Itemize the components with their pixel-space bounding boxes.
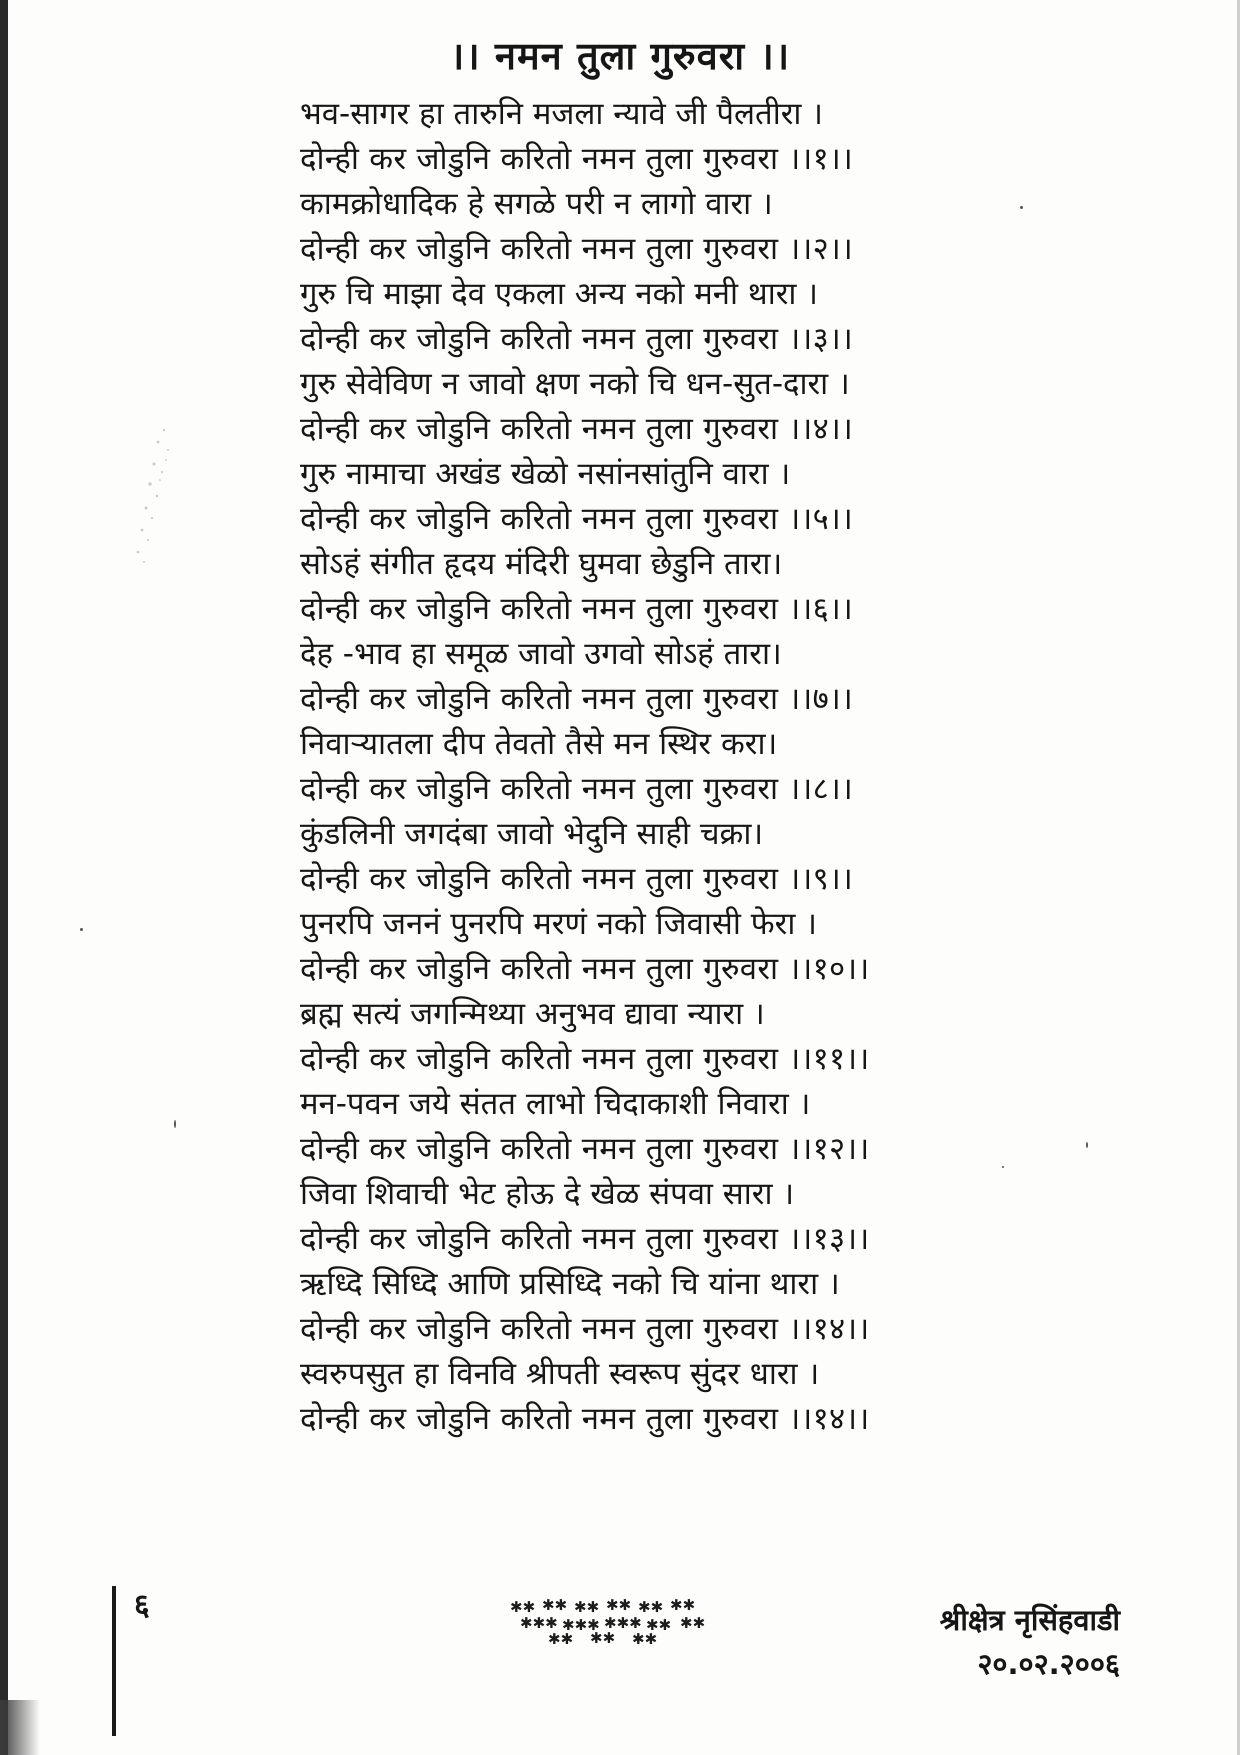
refrain-line: दोन्ही कर जोडुनि करितो नमन तुला गुरुवरा ।।१२।। <box>300 1131 870 1167</box>
refrain-line: दोन्ही कर जोडुनि करितो नमन तुला गुरुवरा ।।३।। <box>300 321 854 357</box>
svg-text:✱✱: ✱✱ <box>646 1616 672 1634</box>
svg-text:✱✱: ✱✱ <box>574 1598 600 1616</box>
paper-speck <box>174 1120 176 1128</box>
paper-speck <box>1086 1142 1088 1148</box>
stanza <box>300 722 1200 812</box>
stanza <box>300 1172 1200 1262</box>
asterisk-cluster-ornament-icon <box>508 1598 718 1646</box>
paper-speck <box>1020 206 1023 209</box>
verse-line: कुंडलिनी जगदंबा जावो भेदुनि साही चक्रा। <box>300 816 764 852</box>
refrain-line: दोन्ही कर जोडुनि करितो नमन तुला गुरुवरा ।।१३।। <box>300 1221 870 1257</box>
refrain-line: दोन्ही कर जोडुनि करितो नमन तुला गुरुवरा ।।११।। <box>300 1041 870 1077</box>
stanza <box>300 1352 1200 1442</box>
svg-text:✱✱: ✱✱ <box>638 1598 664 1616</box>
refrain-line: दोन्ही कर जोडुनि करितो नमन तुला गुरुवरा ।।५।। <box>300 501 854 537</box>
page-number-rule <box>112 1586 116 1736</box>
svg-text:✱✱: ✱✱ <box>670 1598 696 1614</box>
binding-shadow <box>0 0 8 1755</box>
refrain-line: दोन्ही कर जोडुनि करितो नमन तुला गुरुवरा ।।१०।। <box>300 951 870 987</box>
stanza <box>300 452 1200 542</box>
verse-line: सोऽहं संगीत हृदय मंदिरी घुमवा छेडुनि तारा। <box>300 546 783 582</box>
verse-line: ब्रह्म सत्यं जगन्मिथ्या अनुभव द्यावा न्यारा । <box>300 996 765 1032</box>
refrain-line: दोन्ही कर जोडुनि करितो नमन तुला गुरुवरा ।।१४।। <box>300 1311 870 1347</box>
stanza <box>300 632 1200 722</box>
svg-text:✱✱✱: ✱✱✱ <box>604 1614 642 1632</box>
verse-line: ऋध्दि सिध्दि आणि प्रसिध्दि नको चि यांना थारा । <box>300 1266 840 1302</box>
stanza <box>300 902 1200 992</box>
stanza <box>300 542 1200 632</box>
verse-list <box>300 92 1200 1442</box>
binding-shadow-corner <box>0 1700 40 1755</box>
paper-speck <box>80 928 83 931</box>
verse-line: मन-पवन जये संतत लाभो चिदाकाशी निवारा । <box>300 1086 811 1122</box>
verse-line: गुरु नामाचा अखंड खेळो नसांनसांतुनि वारा । <box>300 456 791 492</box>
svg-text:✱✱: ✱✱ <box>542 1598 568 1614</box>
refrain-line: दोन्ही कर जोडुनि करितो नमन तुला गुरुवरा ।।६।। <box>300 591 854 627</box>
refrain-line: दोन्ही कर जोडुनि करितो नमन तुला गुरुवरा ।।७।। <box>300 681 854 717</box>
paper-crease-texture <box>124 420 184 570</box>
signoff-place: श्रीक्षेत्र नृसिंहवाडी <box>939 1603 1120 1637</box>
stanza <box>300 1262 1200 1352</box>
stanza <box>300 1082 1200 1172</box>
refrain-line: दोन्ही कर जोडुनि करितो नमन तुला गुरुवरा ।।९।। <box>300 861 854 897</box>
verse-line: कामक्रोधादिक हे सगळे परी न लागो वारा । <box>300 186 773 222</box>
paper-speck <box>1002 1166 1004 1168</box>
refrain-line: दोन्ही कर जोडुनि करितो नमन तुला गुरुवरा ।।४।। <box>300 411 854 447</box>
refrain-line: दोन्ही कर जोडुनि करितो नमन तुला गुरुवरा ।।२।। <box>300 231 854 267</box>
verse-line: स्वरुपसुत हा विनवि श्रीपती स्वरूप सुंदर धारा । <box>300 1356 820 1392</box>
svg-text:✱✱: ✱✱ <box>510 1598 536 1616</box>
page-title: ।। नमन तुला गुरुवरा ।। <box>449 34 791 79</box>
svg-text:✱✱: ✱✱ <box>590 1629 616 1646</box>
stanza <box>300 182 1200 272</box>
stanza <box>300 362 1200 452</box>
signoff-date: २०.०२.२००६ <box>977 1647 1120 1681</box>
svg-text:✱✱: ✱✱ <box>680 1614 706 1632</box>
verse-line: गुरु सेवेविण न जावो क्षण नको चि धन-सुत-दारा । <box>300 366 850 402</box>
stanza <box>300 812 1200 902</box>
refrain-line: दोन्ही कर जोडुनि करितो नमन तुला गुरुवरा ।।८।। <box>300 771 854 807</box>
verse-line: गुरु चि माझा देव एकला अन्य नको मनी थारा । <box>300 276 819 312</box>
signoff-block <box>940 1598 1120 1686</box>
stanza <box>300 992 1200 1082</box>
svg-text:✱✱✱: ✱✱✱ <box>520 1614 558 1632</box>
svg-text:✱✱: ✱✱ <box>632 1630 658 1646</box>
svg-text:✱✱: ✱✱ <box>548 1630 574 1646</box>
svg-text:✱✱: ✱✱ <box>606 1598 632 1614</box>
verse-line: भव-सागर हा तारुनि मजला न्यावे जी पैलतीरा । <box>300 96 824 132</box>
svg-text:✱✱✱: ✱✱✱ <box>562 1616 600 1634</box>
verse-line: देह -भाव हा समूळ जावो उगवो सोऽहं तारा। <box>300 636 782 672</box>
verse-line: निवाऱ्यातला दीप तेवतो तैसे मन स्थिर करा। <box>300 726 778 762</box>
refrain-line: दोन्ही कर जोडुनि करितो नमन तुला गुरुवरा ।।१४।। <box>300 1401 870 1437</box>
stanza <box>300 92 1200 182</box>
stanza <box>300 272 1200 362</box>
verse-line: जिवा शिवाची भेट होऊ दे खेळ संपवा सारा । <box>300 1176 795 1212</box>
refrain-line: दोन्ही कर जोडुनि करितो नमन तुला गुरुवरा ।।१।। <box>300 141 854 177</box>
verse-line: पुनरपि जननं पुनरपि मरणं नको जिवासी फेरा । <box>300 906 817 942</box>
page-number: ६ <box>134 1588 150 1623</box>
